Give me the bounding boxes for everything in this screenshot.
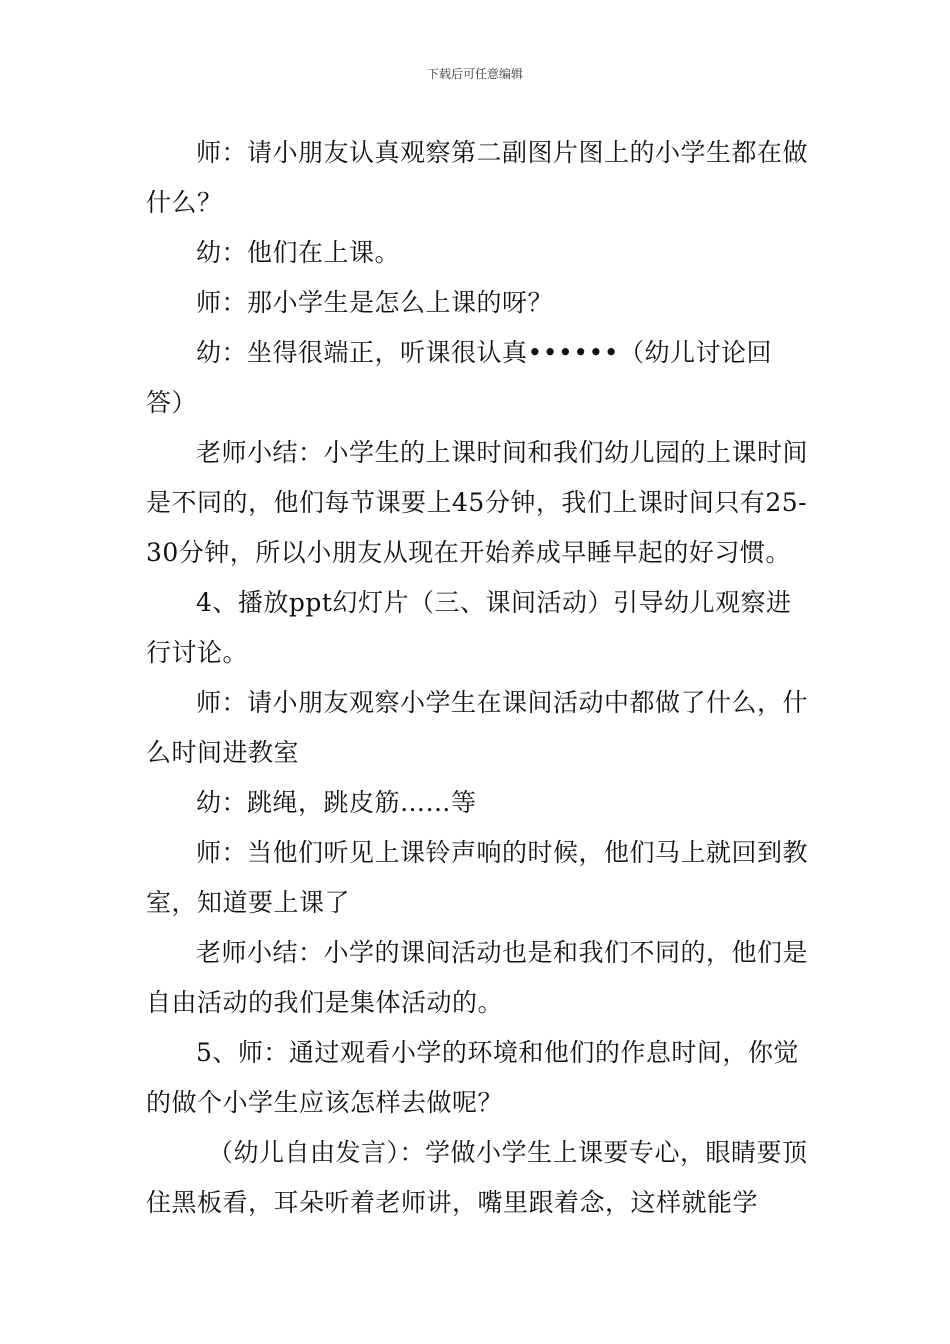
paragraph-child-answer-1: 幼：他们在上课。 xyxy=(196,238,401,267)
document-body xyxy=(146,128,810,1228)
paragraph-teacher-summary-1: 老师小结：小学生的上课时间和我们幼儿园的上课时间是不同的，他们每节课要上45分钟，我们上课时间只有25-30分钟，所以小朋友从现在开始养成早睡早起的好习惯。 xyxy=(146,438,809,567)
paragraph-child-free-speech: （幼儿自由发言）：学做小学生上课要专心，眼睛要顶住黑板看，耳朵听着老师讲，嘴里跟着念，这样就能学 xyxy=(146,1138,808,1217)
paragraph-child-answer-3: 幼：跳绳，跳皮筋……等 xyxy=(196,788,477,817)
paragraph-child-answer-2: 幼：坐得很端正，听课很认真••••••（幼儿讨论回答） xyxy=(146,338,772,417)
paragraph-step-4: 4、播放ppt幻灯片（三、课间活动）引导幼儿观察进行讨论。 xyxy=(146,588,792,667)
paragraph-step-5: 5、师：通过观看小学的环境和他们的作息时间，你觉的做个小学生应该怎样去做呢？ xyxy=(146,1038,799,1117)
paragraph-teacher-question-3: 师：请小朋友观察小学生在课间活动中都做了什么，什么时间进教室 xyxy=(146,688,809,767)
paragraph-teacher-summary-2: 老师小结：小学的课间活动也是和我们不同的，他们是自由活动的我们是集体活动的。 xyxy=(146,938,809,1017)
paragraph-teacher-statement: 师：当他们听见上课铃声响的时候，他们马上就回到教室，知道要上课了 xyxy=(146,838,809,917)
paragraph-teacher-question-1: 师：请小朋友认真观察第二副图片图上的小学生都在做什么？ xyxy=(146,138,809,217)
paragraph-teacher-question-2: 师：那小学生是怎么上课的呀？ xyxy=(196,288,554,317)
page-header: 下载后可任意编辑 xyxy=(426,67,523,81)
